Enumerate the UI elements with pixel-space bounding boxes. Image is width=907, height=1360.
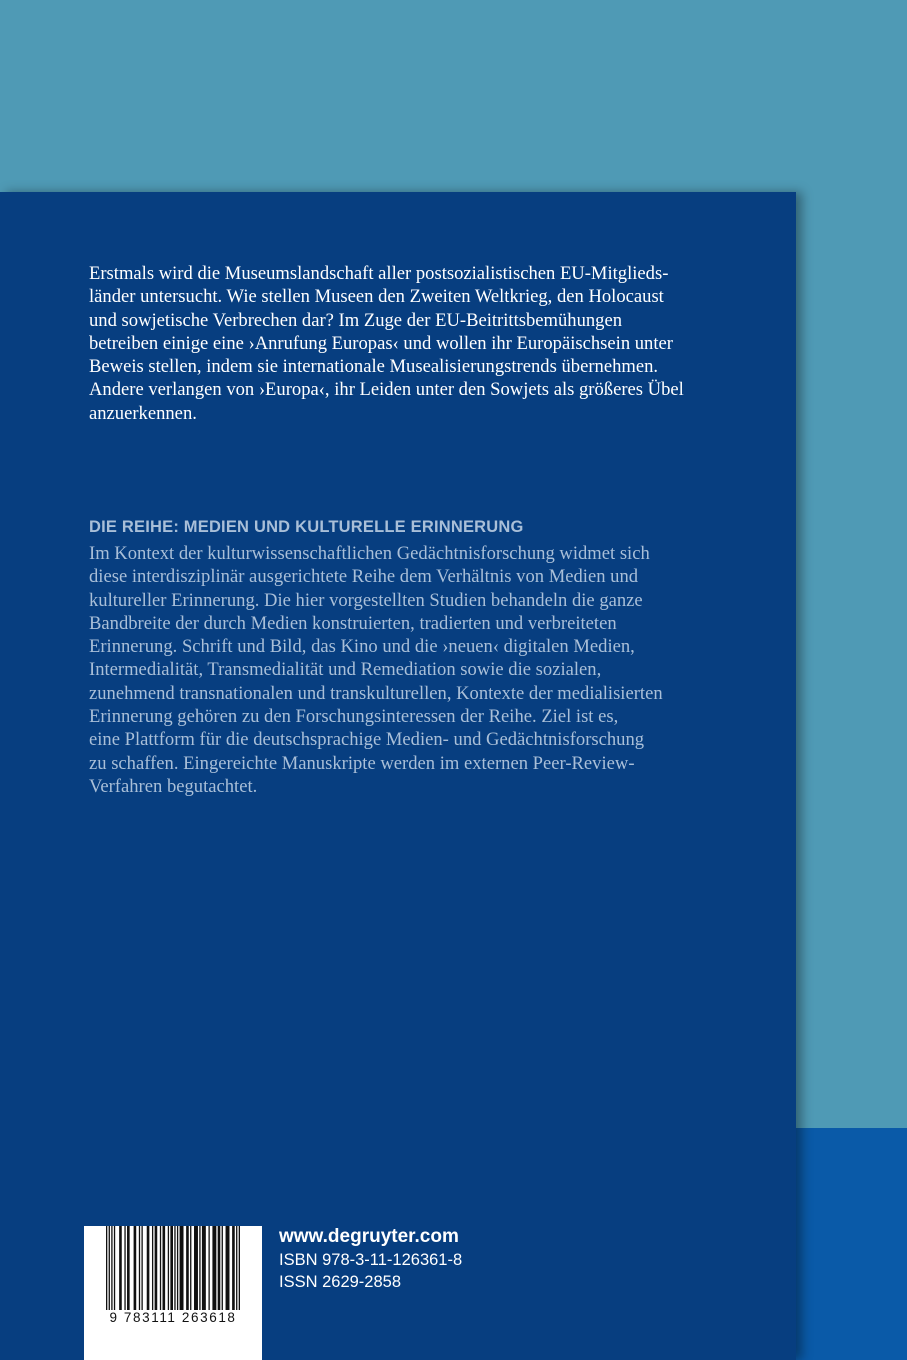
barcode-bar (186, 1226, 189, 1310)
isbn-number: ISBN 978-3-11-126361-8 (279, 1251, 463, 1269)
series-line: Im Kontext der kulturwissenschaftlichen Gedächtnisforschung widmet sich (89, 543, 650, 564)
barcode-bars (84, 1226, 262, 1310)
barcode-bar (119, 1226, 122, 1310)
barcode-bar (180, 1226, 184, 1310)
barcode-bar (124, 1226, 125, 1310)
barcode-bar (141, 1226, 142, 1310)
barcode-bar (109, 1226, 110, 1310)
series-line: zu schaffen. Eingereichte Manuskripte werden im externen Peer-Review- (89, 752, 635, 774)
barcode-bar (239, 1226, 240, 1310)
publisher-url[interactable]: www.degruyter.com (279, 1226, 459, 1247)
barcode-bar (194, 1226, 198, 1310)
barcode-bar (162, 1226, 165, 1310)
publisher-info (279, 1225, 462, 1293)
barcode-bar (236, 1226, 237, 1310)
blurb-line: anzuerkennen. (89, 402, 197, 424)
bottom-accent-block (796, 1128, 907, 1360)
barcode-bar (212, 1226, 216, 1310)
barcode-bar (222, 1226, 223, 1310)
barcode-bar (208, 1226, 209, 1310)
series-line: Erinnerung gehören zu den Forschungsinteressen der Reihe. Ziel ist es, (89, 706, 619, 728)
blurb-line: und sowjetische Verbrechen dar? Im Zuge der EU-Beitrittsbemühungen (89, 309, 623, 331)
barcode-bar (134, 1226, 137, 1310)
barcode-bar (111, 1226, 112, 1310)
barcode-bar (114, 1226, 115, 1310)
barcode-bar (202, 1226, 206, 1310)
blurb-line: Erstmals wird die Museumslandschaft aller postsozialistischen EU-Mitglieds- (89, 263, 669, 284)
barcode-bar (152, 1226, 153, 1310)
series-line: Erinnerung. Schrift und Bild, das Kino und die ›neuen‹ digitalen Medien, (89, 636, 635, 658)
barcode-bar (177, 1226, 178, 1310)
barcode-bar (127, 1226, 130, 1310)
barcode-bar (168, 1226, 169, 1310)
barcode-bar (218, 1226, 221, 1310)
series-line: zunehmend transnationalen und transkulturellen, Kontexte der medialisierten (89, 682, 663, 704)
series-line: kultureller Erinnerung. Die hier vorgestellten Studien behandeln die ganze (89, 589, 643, 611)
barcode-bar (170, 1226, 173, 1310)
barcode-bar (174, 1226, 175, 1310)
series-line: Bandbreite der durch Medien konstruierten, tradierten und verbreiteten (89, 612, 617, 634)
series-description (89, 542, 729, 798)
isbn-barcode (84, 1226, 262, 1360)
barcode-bar (139, 1226, 140, 1310)
barcode-bar (106, 1226, 107, 1310)
series-line: diese interdisziplinär ausgerichtete Reihe dem Verhältnis von Medien und (89, 566, 639, 588)
series-heading: DIE REIHE: MEDIEN UND KULTURELLE ERINNERUNG (89, 518, 524, 536)
barcode-digits: 9 783111 263618 (109, 1310, 237, 1325)
barcode-bar (147, 1226, 150, 1310)
series-line: Verfahren begutachtet. (89, 775, 258, 797)
series-line: Intermedialität, Transmedialität und Remediation sowie die sozialen, (89, 659, 602, 681)
blurb-line: Beweis stellen, indem sie internationale Musealisierungstrends übernehmen. (89, 356, 659, 378)
barcode-bar (199, 1226, 200, 1310)
barcode-bar (155, 1226, 158, 1310)
barcode-bar (226, 1226, 230, 1310)
blurb-line: länder untersucht. Wie stellen Museen den Zweiten Weltkrieg, den Holocaust (89, 286, 664, 308)
barcode-bar (232, 1226, 235, 1310)
book-blurb (89, 262, 729, 425)
blurb-line: Andere verlangen von ›Europa‹, ihr Leiden unter den Sowjets als größeres Übel (89, 379, 684, 401)
issn-number: ISSN 2629-2858 (279, 1273, 402, 1291)
series-line: eine Plattform für die deutschsprachige Medien- und Gedächtnisforschung (89, 729, 645, 751)
barcode-bar (160, 1226, 161, 1310)
barcode-bar (190, 1226, 191, 1310)
blurb-line: betreiben einige eine ›Anrufung Europas‹ und wollen ihr Europäischsein unter (89, 332, 673, 354)
